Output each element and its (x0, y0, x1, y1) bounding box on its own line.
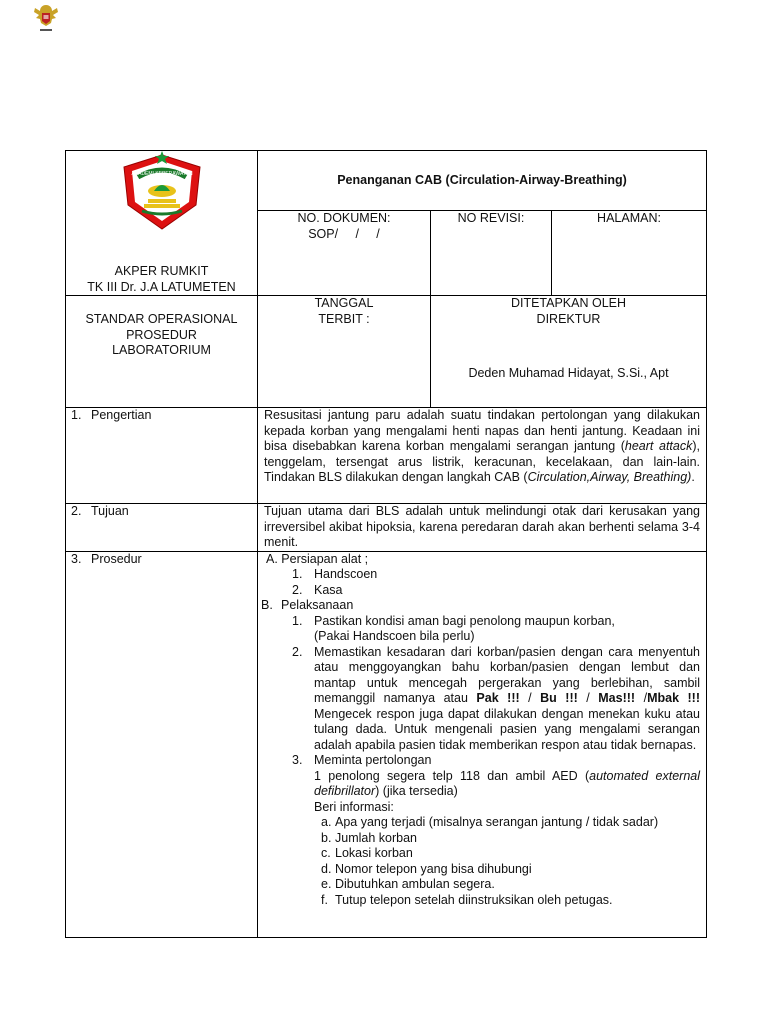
tanggal-line-1: TANGGAL (314, 296, 374, 310)
info-item (261, 831, 700, 847)
step-3-call (261, 769, 700, 800)
garuda-emblem-icon (31, 2, 61, 34)
standar-line-2: PROSEDUR (126, 327, 197, 342)
pelaksanaan-title: Pelaksanaan (281, 598, 354, 612)
call-out-pak: Pak !!! (476, 691, 520, 705)
prosedur-content (258, 551, 707, 937)
list-number: 3. (292, 753, 303, 767)
section-number: 3. (71, 551, 82, 566)
step-2-text-part-1: Memastikan kesadaran dari korban/pasien dengan cara menyentuh atau menggoyangkan bahu korban/pasien dengan lembut dan mantap untuk mencegah pergerakan yang berlebihan, sambil memanggil namanya atau (314, 644, 700, 705)
step-1 (261, 614, 700, 630)
section-label: Prosedur (91, 551, 142, 566)
persiapan-heading (261, 552, 700, 568)
ditetapkan-line-1: DITETAPKAN OLEH (510, 296, 627, 310)
no-dokumen-value: SOP/ / / (308, 226, 380, 241)
pengertian-text (258, 408, 707, 504)
info-marker: e. (321, 877, 332, 891)
pengertian-text-end: . (691, 470, 695, 484)
institution-line-1: AKPER RUMKIT (114, 264, 209, 278)
step-3-info-heading: Beri informasi: (314, 799, 394, 814)
tanggal-terbit-cell (258, 296, 431, 408)
list-number: 2. (292, 582, 303, 597)
info-text: Nomor telepon yang bisa dihubungi (335, 861, 532, 876)
sop-table (65, 150, 707, 938)
list-number: 1. (292, 567, 303, 581)
list-item-text: Handscoen (314, 567, 378, 581)
pengertian-italic-2: Circulation,Airway, Breathing) (527, 470, 692, 484)
section-label: Pengertian (91, 408, 152, 422)
info-text: Jumlah korban (335, 830, 417, 845)
tujuan-text: Tujuan utama dari BLS adalah untuk melindungi otak dari kerusakan yang irreversibel akibat hipoksia, karena peredaran darah akan berhenti selama 3-4 menit. (258, 504, 707, 552)
institution-cell (66, 151, 258, 296)
list-item (261, 567, 700, 583)
info-item (261, 877, 700, 893)
standar-line-1: STANDAR OPERASIONAL (85, 312, 238, 326)
info-marker: c. (321, 846, 331, 860)
ditetapkan-line-2: DIREKTUR (536, 311, 601, 326)
list-item (261, 583, 700, 599)
call-out-mas: Mas!!! (598, 691, 636, 705)
no-dokumen-cell (258, 211, 431, 296)
info-text: Lokasi korban (335, 846, 413, 860)
step-2 (261, 645, 700, 754)
list-number: 1. (292, 613, 303, 628)
tanggal-line-2: TERBIT : (318, 311, 370, 326)
step-1-sub: (Pakai Handscoen bila perlu) (314, 629, 475, 643)
info-text: Dibutuhkan ambulan segera. (335, 877, 495, 891)
step-2-text-part-2: Mengecek respon juga dapat dilakukan dengan menekan kuku atau tulang dada. Untuk mengenali pasien yang mengalami serangan adalah apabila pasien tidak memberikan respon atau tidak bernapas. (314, 706, 700, 752)
document-title: Penanganan CAB (Circulation-Airway-Breathing) (258, 151, 707, 211)
info-marker: a. (321, 815, 332, 829)
info-text: Apa yang terjadi (misalnya serangan jantung / tidak sadar) (335, 815, 659, 829)
section-number: 1. (71, 408, 82, 422)
pengertian-text-part-2: ), tenggelam, tersengat arus listrik, keracunan, kecelakaan, dan lain-lain. Tindakan BLS dilakukan dengan langkah CAB ( (264, 439, 700, 484)
institution-line-2: TK III Dr. J.A LATUMETEN (87, 279, 236, 294)
step-3-call-part-2: ) (jika tersedia) (375, 784, 458, 798)
info-marker: f. (321, 892, 328, 907)
halaman-cell: HALAMAN: (552, 211, 707, 296)
step-2-text (314, 645, 700, 754)
pengertian-italic-1: heart attack (624, 439, 693, 453)
separator: / (519, 691, 541, 705)
info-item (261, 846, 700, 862)
logo-text: AKADEMI KEPERAWATAN (130, 171, 193, 177)
akper-shield-logo-icon (116, 151, 208, 233)
pengertian-text-part-1: Resusitasi jantung paru adalah suatu tindakan pertolongan yang dilakukan kepada korban yang mengalami henti napas dan henti jantung. Keadaan ini bisa disebabkan karena korban mengalami serangan jantung ( (264, 408, 700, 453)
list-number: 2. (292, 644, 303, 659)
info-item (261, 862, 700, 878)
pelaksanaan-heading (261, 598, 700, 614)
step-3-text: Meminta pertolongan (314, 753, 432, 767)
ditetapkan-cell (431, 296, 707, 408)
separator: / (577, 691, 599, 705)
info-text: Tutup telepon setelah diinstruksikan oleh petugas. (335, 892, 613, 907)
institution-name (66, 233, 257, 295)
step-1-text: Pastikan kondisi aman bagi penolong maupun korban, (314, 613, 615, 628)
section-label: Tujuan (91, 504, 129, 518)
prosedur-label-cell (66, 551, 258, 937)
tujuan-label-cell (66, 504, 258, 552)
list-item-text: Kasa (314, 582, 343, 597)
persiapan-title: Persiapan alat ; (281, 551, 369, 566)
call-out-bu: Bu !!! (540, 691, 578, 705)
list-marker: A. (266, 551, 278, 566)
step-3-call-part-1: 1 penolong segera telp 118 dan ambil AED ( (314, 768, 590, 783)
standar-cell (66, 296, 258, 408)
director-name: Deden Muhamad Hidayat, S.Si., Apt (468, 366, 669, 380)
section-number: 2. (71, 504, 82, 518)
call-out-mbak: Mbak !!! (647, 691, 701, 705)
info-marker: d. (321, 861, 332, 876)
info-item (261, 815, 700, 831)
no-dokumen-label: NO. DOKUMEN: (297, 211, 391, 225)
aed-term: automated external defibrillator (314, 768, 700, 798)
info-item (261, 893, 700, 909)
step-3 (261, 753, 700, 769)
separator: / (635, 691, 648, 705)
info-marker: b. (321, 830, 332, 845)
no-revisi-cell: NO REVISI: (431, 211, 552, 296)
list-marker: B. (261, 598, 273, 612)
standar-line-3: LABORATORIUM (112, 343, 211, 357)
pengertian-label-cell (66, 408, 258, 504)
